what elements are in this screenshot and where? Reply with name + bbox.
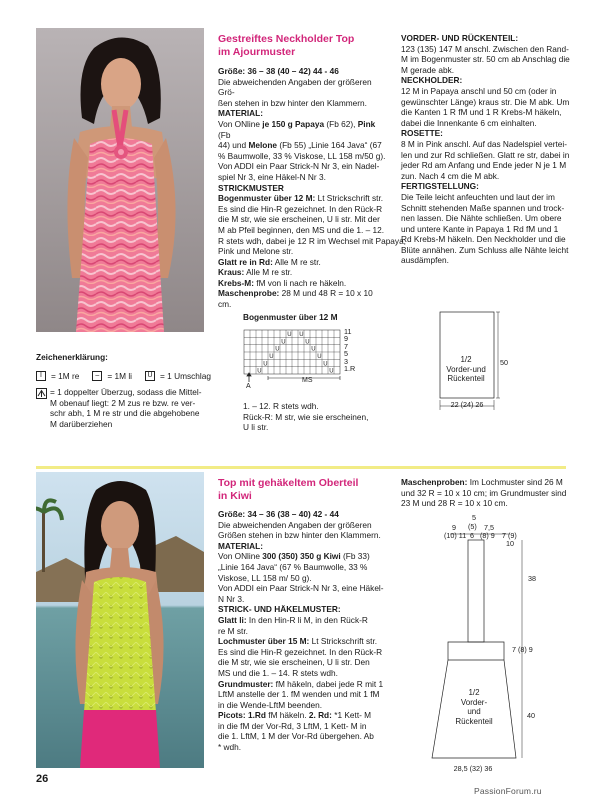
top2-grund-1 <box>218 679 390 690</box>
t: Alle M re str. <box>244 267 293 278</box>
schema2-label <box>444 688 504 726</box>
top2-glatt-1 <box>218 615 390 626</box>
t: 44) und <box>218 140 249 151</box>
t: 34 – 36 (38 – 40) 42 - 44 <box>245 509 339 519</box>
top1-fertig-label: FERTIGSTELLUNG: <box>401 181 479 192</box>
chart-row-label: 5 <box>344 349 348 359</box>
top1-bogen-line-4: M ab Pfeil beginnen, den MS und die 1. – 12. <box>218 224 385 235</box>
top2-loch-3: die M str, wie sie erscheinen, U li str. Den <box>218 657 370 668</box>
chart-yarn-over-mark: U <box>329 368 334 375</box>
top1-bogen-line-6: Pink und Melone str. <box>218 246 294 257</box>
chart-row-label: 9 <box>344 334 348 344</box>
top1-bogen-line-3: die M str, wie sie erscheinen, U li str. Mit der <box>218 214 380 225</box>
photo-illustration-pink <box>36 28 204 332</box>
t: und <box>467 707 481 716</box>
t: Melone <box>248 140 278 151</box>
top2-glatt-2: re M str. <box>218 625 248 636</box>
legend-row-basic <box>36 371 236 382</box>
legend-row-double <box>36 387 236 429</box>
t: 7 (9) <box>502 531 517 540</box>
purl-stitch-icon: – <box>92 371 102 381</box>
t: 28 M und 48 R = 10 x 10 cm. <box>218 288 373 310</box>
t: 5 <box>472 513 476 522</box>
t: (Fb 55) „Linie 164 Java“ (67 <box>277 140 382 151</box>
top2-title <box>218 477 390 502</box>
top2-loch-2: Es sind die Hin-R gezeichnet. In den Rück-R <box>218 646 383 657</box>
top2-grund-3: in die Wende-LftM beenden. <box>218 699 323 710</box>
t: *1 Kett- M <box>331 710 372 721</box>
top2-material-3: Viskose, LL 158 m/ 50 g). <box>218 572 312 583</box>
t: 1/2 <box>460 355 472 364</box>
schema2-7-8-9: 7 (8) 9 <box>512 645 533 654</box>
chart-row-label: 7 <box>344 341 348 351</box>
top2-title-line1: Top mit gehäkeltem Oberteil <box>218 477 359 489</box>
schema1-label <box>442 355 490 384</box>
top1-bogen-line-5: R stets wdh, dabei je 12 R im Wechsel mit Papaya, <box>218 235 406 246</box>
t: fM häkeln, dabei jede R mit 1 <box>273 678 384 689</box>
top1-title-line2: im Ajourmuster <box>218 45 296 58</box>
schema2-40: 40 <box>527 711 535 720</box>
t: (Fb <box>218 129 231 140</box>
top1-neck-4: dabei die Innenkante 6 cm einhalten. <box>401 117 537 128</box>
chart-yarn-over-mark: U <box>269 353 274 360</box>
t: je 150 g Papaya <box>262 118 325 129</box>
top1-size-value: 36 – 38 (40 – 42) 44 - 46 <box>245 66 339 76</box>
chart-note-1: 1. – 12. R stets wdh. <box>243 401 319 411</box>
chart-arrow-label: A <box>246 383 251 388</box>
t: Vorder- <box>460 697 488 707</box>
top1-fert-7: ausdämpfen. <box>401 255 449 266</box>
t: 300 (350) 350 g Kiwi <box>262 551 341 562</box>
knitting-chart-bogenmuster <box>240 326 360 388</box>
legend-double-text <box>50 387 202 429</box>
t: Von ONline <box>218 118 263 129</box>
chart-arrow-icon <box>247 373 251 382</box>
top2-maschenproben <box>401 477 573 509</box>
t: M darüberziehen <box>50 418 113 429</box>
top1-instructions-column <box>218 33 406 310</box>
chart-ms-label: MS <box>302 377 313 384</box>
t: = 1 doppelter Überzug, sodass die Mittel- <box>50 387 202 397</box>
top2-instructions-column <box>218 477 390 753</box>
top1-ros-1: 8 M in Pink anschl. Auf das Nadelspiel vertei- <box>401 138 568 149</box>
top2-material-label: MATERIAL: <box>218 540 264 551</box>
top1-vr-2: M im Bogenmuster str. 50 cm ab Anschlag die <box>401 54 570 65</box>
top2-picot-4: * wdh. <box>218 742 242 753</box>
t: M obenauf liegt: 2 M zus re bzw. re ver- <box>50 397 196 408</box>
chart-yarn-over-mark: U <box>257 368 262 375</box>
top1-fert-6: Blüte annähen. Zum Schluss alle Nähte leicht <box>401 244 569 255</box>
t: (5) <box>468 522 477 531</box>
chart-yarn-over-mark: U <box>311 346 316 353</box>
t: Von ONline <box>218 551 263 562</box>
top1-vr-3: M gerade abk. <box>401 64 455 75</box>
chart-yarn-over-mark: U <box>299 332 304 338</box>
top1-ros-3: jeder Rd am Anfang und Ende jeder N je 1 M <box>401 160 567 171</box>
top1-material-line-3: % Baumwolle, 33 % Viskose, LL 158 m/50 g). <box>218 150 386 161</box>
top2-grund-2: LftM anstelle der 1. fM wenden und mit 1 fM <box>218 689 380 700</box>
top1-neck-1: 12 M in Papaya anschl und 50 cm (oder in <box>401 85 557 96</box>
schema2-38: 38 <box>528 574 536 583</box>
legend-title: Zeichenerklärung: <box>36 352 108 362</box>
top1-fert-2: Schnitt stehenden Maße spannen und trock- <box>401 202 565 213</box>
chart-yarn-over-mark: U <box>305 339 310 346</box>
chart-row-label: 11 <box>344 327 352 336</box>
chart-note-2: Rück-R: M str, wie sie erscheinen, <box>243 411 369 422</box>
t: Pink <box>357 118 376 129</box>
top2-loch-4: MS und die 1. – 14. R stets wdh. <box>218 667 338 678</box>
t: In den Hin-R li M, in den Rück-R <box>246 614 368 625</box>
t: Vorder-und <box>446 364 486 374</box>
top1-size-note-1: Die abweichenden Angaben der größeren Grö- <box>218 76 372 98</box>
top1-krebs <box>218 278 388 289</box>
top2-picot-2: in die fM der Vor-Rd, 3 LftM, 1 Kett- M in <box>218 720 367 731</box>
top1-material-line-5: spiel Nr 3, eine Häkel-N Nr 3. <box>218 171 326 182</box>
t: Grundmuster: <box>218 678 274 689</box>
t: Im Lochmuster sind 26 M <box>467 477 563 487</box>
photo-illustration-kiwi <box>36 472 204 768</box>
top1-neck-label: NECKHOLDER: <box>401 75 463 86</box>
top1-neck-2: gewünschter Länge) kraus str. Die M abk. Um <box>401 96 570 107</box>
double-decrease-icon <box>36 388 47 399</box>
page-number: 26 <box>36 773 49 785</box>
schema1-height: 50 <box>500 358 508 367</box>
t: Maschenprobe: <box>218 288 280 299</box>
chart-title: Bogenmuster über 12 M <box>243 312 338 322</box>
t: Krebs-M: <box>218 277 254 288</box>
top2-material-2: „Linie 164 Java“ (67 % Baumwolle, 33 % <box>218 561 368 572</box>
watermark: PassionForum.ru <box>474 786 542 796</box>
top1-fert-4: und untere Kante in Papaya 1 Rd fM und 1 <box>401 223 559 234</box>
top1-vr-label: VORDER- UND RÜCKENTEIL: <box>401 33 519 43</box>
symbol-legend <box>36 352 236 429</box>
t: 10 <box>506 539 514 548</box>
t: (10) 11 <box>444 531 467 540</box>
chart-row-label: 3 <box>344 356 348 366</box>
chart-note-3: U li str. <box>243 422 269 433</box>
top2-probe-3: 23 M und 28 R = 10 x 10 cm. <box>401 498 508 509</box>
top2-material-4: Von ADDI ein Paar Strick-N Nr 3, eine Häkel- <box>218 583 384 594</box>
schema1-width: 22 (24) 26 <box>450 400 484 409</box>
top1-size <box>218 66 388 77</box>
t: Picots: 1.Rd <box>218 710 266 721</box>
top2-material-5: N Nr 3. <box>218 593 245 604</box>
t: (Fb 62), <box>324 118 358 129</box>
top2-size-note-2: Größen stehen in bzw hinter den Klammern. <box>218 530 381 541</box>
t: 2. Rd: <box>308 710 332 721</box>
top1-kraus <box>218 267 388 278</box>
t: Maschenproben: <box>401 477 468 487</box>
section-divider <box>36 466 566 469</box>
t: Alle M re str. <box>272 256 321 267</box>
t: Bogenmuster über 12 M: <box>218 193 316 204</box>
knit-stitch-icon: I <box>36 371 46 381</box>
top1-fert-5: Rd Krebs-M häkeln. Den Neckholder und die <box>401 234 566 245</box>
t: Glatt re in Rd: <box>218 256 273 267</box>
top1-fert-3: nen lassen. Die Nähte schließen. Um obere <box>401 213 562 224</box>
top1-fert-1: Die Teile leicht anfeuchten und laut der im <box>401 191 555 202</box>
top1-ros-2: len und zur Rd schließen. Glatt re str, dabei in <box>401 149 570 160</box>
t: fM von li nach re häkeln. <box>253 277 347 288</box>
t: 6 <box>470 531 474 540</box>
top2-loch-1 <box>218 636 390 647</box>
top2-muster-label: STRICK- UND HÄKELMUSTER: <box>218 604 341 615</box>
top1-material-line-4: Von ADDI ein Paar Strick-N Nr 3, ein Nadel- <box>218 161 380 172</box>
chart-yarn-over-mark: U <box>275 346 280 353</box>
chart-yarn-over-mark: U <box>323 361 328 368</box>
top2-picot-1 <box>218 710 390 721</box>
photo-pink-neckholder-top <box>36 28 204 332</box>
t: Rückenteil <box>447 374 485 383</box>
chart-yarn-over-mark: U <box>317 353 322 360</box>
legend-u-text: = 1 Umschlag <box>160 370 211 381</box>
top2-probe-1 <box>401 477 573 488</box>
chart-notes <box>243 401 393 433</box>
top1-size-label: Größe: <box>218 66 246 76</box>
photo-kiwi-top <box>36 472 204 768</box>
top1-material-label: MATERIAL: <box>218 108 264 119</box>
top2-material-1 <box>218 551 390 562</box>
legend-re-text: = 1M re <box>51 370 80 381</box>
t: 7,5 <box>484 523 494 532</box>
t: fM häkeln. <box>265 710 309 721</box>
top1-neck-3: die Kanten 1 R fM und 1 R Krebs-M häkeln, <box>401 107 562 118</box>
legend-li-text: = 1M li <box>107 370 133 381</box>
schema2-width: 28,5 (32) 36 <box>453 764 493 773</box>
top2-size <box>218 509 390 520</box>
t: Glatt li: <box>218 614 247 625</box>
top2-probe-2: und 32 R = 10 x 10 cm; im Grundmuster sind <box>401 487 567 498</box>
t: Größe: <box>218 509 246 519</box>
chart-yarn-over-mark: U <box>263 361 268 368</box>
t: Lochmuster über 15 M: <box>218 636 310 647</box>
t: 1/2 <box>468 688 480 697</box>
t: Lt Strickschrift str. <box>309 636 378 647</box>
top1-glatt <box>218 257 388 268</box>
t: (8) 9 <box>480 531 495 540</box>
top1-bogen-line-2: Es sind die Hin-R gezeichnet. In den Rück-R <box>218 203 383 214</box>
top2-size-note-1: Die abweichenden Angaben der größeren <box>218 519 372 530</box>
top2-title-line2: in Kiwi <box>218 489 252 502</box>
top1-ros-4: zun. Nach 4 cm die M abk. <box>401 170 500 181</box>
top1-assembly-column <box>401 33 573 266</box>
top2-picot-3: die 1. LftM, 1 M der Vor-Rd übergehen. Ab <box>218 731 374 742</box>
chart-row-label: 1.R <box>344 364 356 374</box>
t: 9 <box>452 523 456 532</box>
t: Kraus: <box>218 267 245 278</box>
top1-strickmuster-label: STRICKMUSTER <box>218 182 284 193</box>
chart-grid-lines <box>244 330 340 374</box>
yarn-over-icon: U <box>145 371 155 381</box>
top1-title-line1: Gestreiftes Neckholder Top <box>218 33 355 45</box>
t: (Fb 33) <box>340 551 370 562</box>
top1-size-note-2: ßen stehen in bzw hinter den Klammern. <box>218 97 367 108</box>
top1-title <box>218 33 388 58</box>
t: Lt Strickschrift str. <box>315 193 384 204</box>
chart-yarn-over-mark: U <box>281 339 286 346</box>
chart-yarn-over-mark: U <box>287 332 292 338</box>
top1-vr-1: 123 (135) 147 M anschl. Zwischen den Rand- <box>401 43 569 54</box>
top1-maschenprobe <box>218 288 388 309</box>
top1-material-line-1 <box>218 119 388 140</box>
chart-row-labels <box>344 328 364 372</box>
top1-material-line-2 <box>218 140 388 151</box>
top1-bogen-line-1 <box>218 193 388 204</box>
top1-rosette-label: ROSETTE: <box>401 128 443 139</box>
t: schr abh, 1 M re str und die abgehobene <box>50 408 200 418</box>
t: Rückenteil <box>455 716 493 726</box>
